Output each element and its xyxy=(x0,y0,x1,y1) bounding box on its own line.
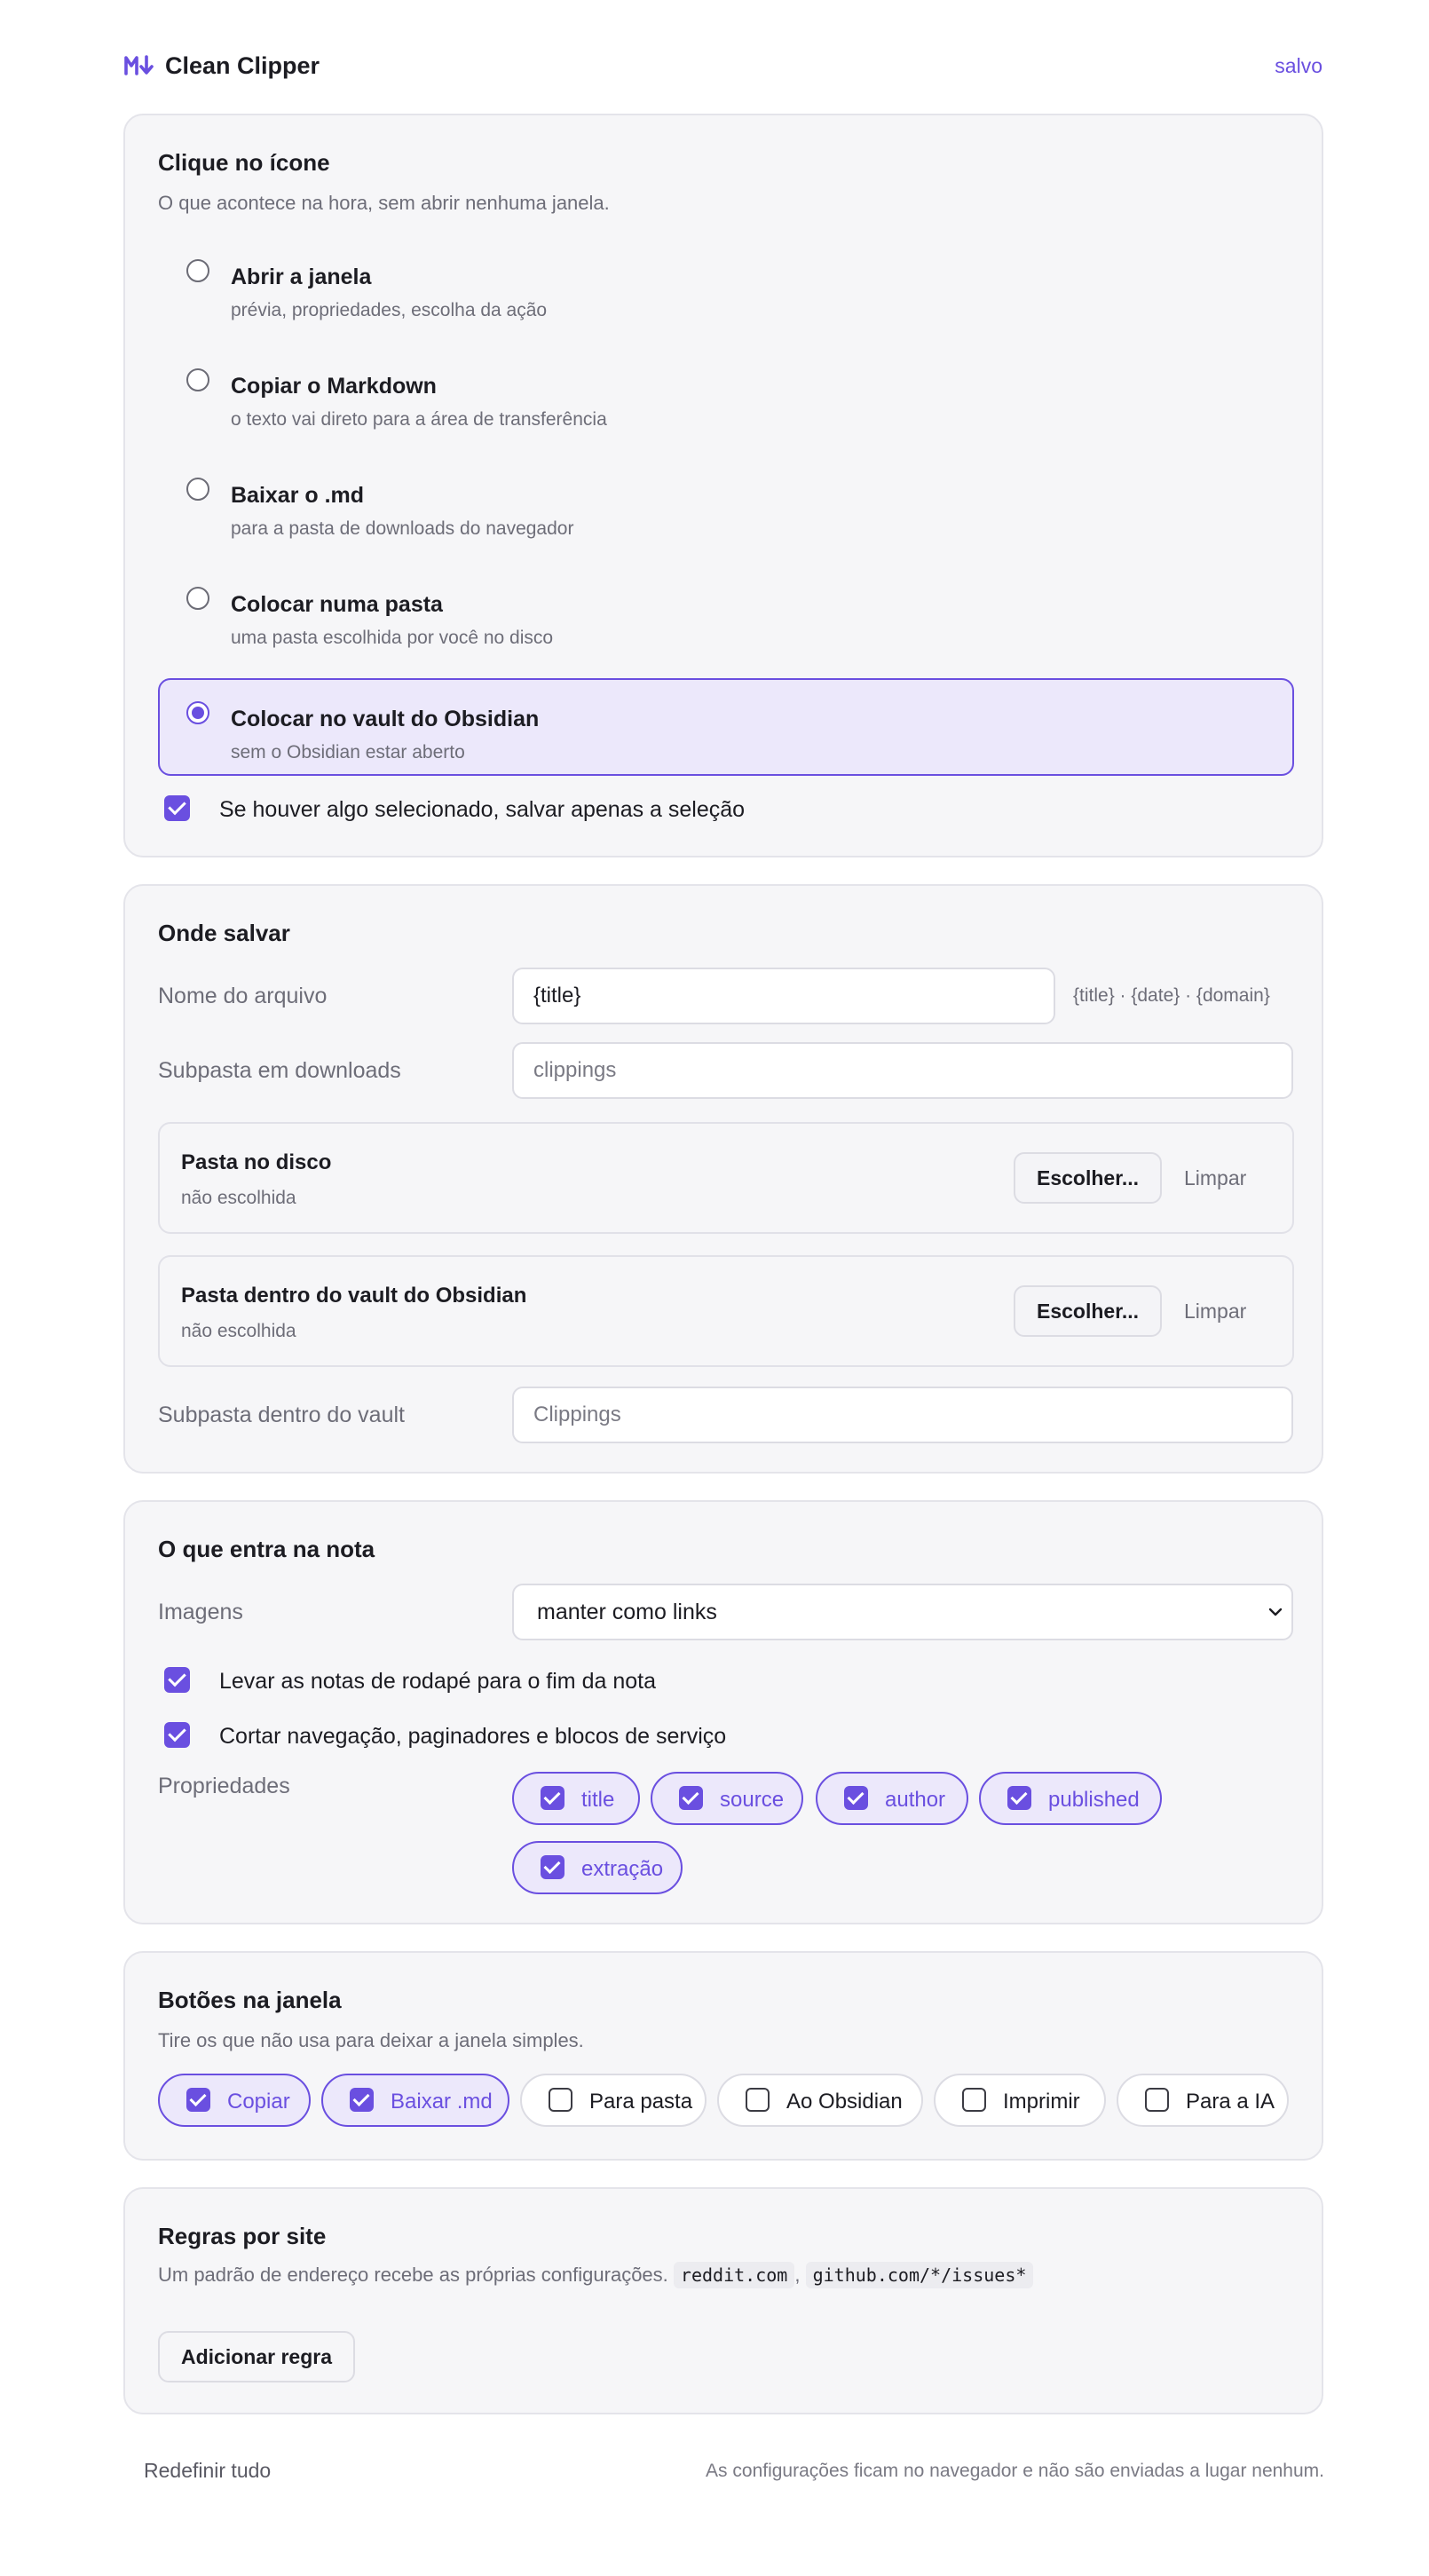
downloads-subfolder-input[interactable] xyxy=(512,1042,1293,1099)
header xyxy=(124,48,1322,83)
property-chip-published[interactable] xyxy=(979,1772,1162,1825)
section-subtitle: O que acontece na hora, sem abrir nenhuma janela. xyxy=(158,192,610,214)
vault-folder-status: não escolhida xyxy=(181,1321,296,1341)
button-chip-imprimir[interactable] xyxy=(934,2074,1106,2127)
button-chip-label: Para pasta xyxy=(589,2090,693,2114)
example-pattern: github.com/*/issues* xyxy=(806,2262,1034,2288)
section-title: Onde salvar xyxy=(158,920,290,946)
strip-nav-checkbox[interactable] xyxy=(164,1722,190,1748)
save-status: salvo xyxy=(1275,53,1322,77)
property-label: author xyxy=(885,1788,946,1812)
button-chip-label: Baixar .md xyxy=(391,2090,493,2114)
button-checkbox[interactable] xyxy=(186,2088,210,2112)
filename-hint: {title} · {date} · {domain} xyxy=(1073,985,1270,1006)
option-label: Copiar o Markdown xyxy=(231,374,437,399)
images-select-value: manter como links xyxy=(537,1600,717,1624)
example-separator: , xyxy=(794,2264,801,2286)
property-checkbox[interactable] xyxy=(541,1786,564,1810)
option-desc: uma pasta escolhida por você no disco xyxy=(231,628,554,648)
vault-folder-choose-button[interactable]: Escolher... xyxy=(1014,1285,1162,1337)
property-chip-author[interactable] xyxy=(816,1772,968,1825)
button-chip-label: Para a IA xyxy=(1186,2090,1275,2114)
property-label: source xyxy=(720,1788,785,1812)
vault-folder-clear-button[interactable]: Limpar xyxy=(1184,1300,1247,1323)
button-chip-baixar-md[interactable] xyxy=(321,2074,509,2127)
filename-input[interactable] xyxy=(512,968,1055,1024)
properties-label: Propriedades xyxy=(158,1774,290,1798)
section-subtitle xyxy=(158,2264,1033,2287)
button-checkbox[interactable] xyxy=(1145,2088,1169,2112)
option-label: Colocar no vault do Obsidian xyxy=(231,707,540,731)
vault-folder-title: Pasta dentro do vault do Obsidian xyxy=(181,1284,527,1308)
click-icon-card xyxy=(123,114,1323,857)
option-put-folder[interactable] xyxy=(158,564,1294,661)
markdown-down-arrow-icon xyxy=(124,54,154,77)
property-checkbox[interactable] xyxy=(679,1786,703,1810)
button-chip-label: Copiar xyxy=(227,2090,290,2114)
button-chip-label: Imprimir xyxy=(1003,2090,1080,2114)
disk-folder-choose-button[interactable]: Escolher... xyxy=(1014,1152,1162,1204)
option-label: Baixar o .md xyxy=(231,483,365,508)
option-open-window[interactable] xyxy=(158,236,1294,334)
property-label: title xyxy=(581,1788,615,1812)
footer-note: As configurações ficam no navegador e não são enviadas a lugar nenhum. xyxy=(706,2461,1324,2481)
property-chip-source[interactable] xyxy=(651,1772,803,1825)
footnotes-checkbox[interactable] xyxy=(164,1667,190,1693)
strip-nav-label: Cortar navegação, paginadores e blocos de serviço xyxy=(219,1724,727,1749)
option-desc: sem o Obsidian estar aberto xyxy=(231,742,465,763)
vault-subfolder-placeholder: Clippings xyxy=(533,1403,621,1426)
option-obsidian-vault[interactable] xyxy=(158,678,1294,776)
reset-all-button[interactable]: Redefinir tudo xyxy=(144,2459,272,2482)
section-subtitle: Tire os que não usa para deixar a janela simples. xyxy=(158,2029,584,2051)
radio-copy-markdown[interactable] xyxy=(186,368,209,391)
disk-folder-clear-button[interactable]: Limpar xyxy=(1184,1166,1247,1189)
chevron-down-icon xyxy=(1268,1605,1283,1619)
button-checkbox[interactable] xyxy=(746,2088,770,2112)
vault-subfolder-input[interactable] xyxy=(512,1387,1293,1443)
downloads-subfolder-placeholder: clippings xyxy=(533,1058,617,1082)
images-label: Imagens xyxy=(158,1600,243,1624)
property-checkbox[interactable] xyxy=(844,1786,868,1810)
button-chip-para-ia[interactable] xyxy=(1117,2074,1289,2127)
filename-value: {title} xyxy=(533,984,581,1007)
option-download-md[interactable] xyxy=(158,454,1294,552)
disk-folder-title: Pasta no disco xyxy=(181,1150,332,1174)
selection-only-checkbox[interactable] xyxy=(164,795,190,821)
note-content-card xyxy=(123,1500,1323,1924)
section-title: O que entra na nota xyxy=(158,1536,375,1562)
property-label: extração xyxy=(581,1857,664,1881)
disk-folder-status: não escolhida xyxy=(181,1188,296,1208)
section-title: Regras por site xyxy=(158,2223,327,2249)
option-label: Abrir a janela xyxy=(231,265,372,289)
property-checkbox[interactable] xyxy=(1007,1786,1031,1810)
button-chip-label: Ao Obsidian xyxy=(786,2090,903,2114)
disk-folder-box xyxy=(158,1122,1294,1234)
filename-label: Nome do arquivo xyxy=(158,984,328,1008)
app-title: Clean Clipper xyxy=(165,51,320,79)
property-chip-extracao[interactable] xyxy=(512,1841,683,1894)
selection-only-label: Se houver algo selecionado, salvar apenas a seleção xyxy=(219,797,746,822)
property-chip-title[interactable] xyxy=(512,1772,640,1825)
radio-put-folder[interactable] xyxy=(186,587,209,610)
example-pattern: reddit.com xyxy=(674,2262,794,2288)
option-label: Colocar numa pasta xyxy=(231,592,443,617)
radio-open-window[interactable] xyxy=(186,259,209,282)
button-checkbox[interactable] xyxy=(962,2088,986,2112)
button-chip-para-pasta[interactable] xyxy=(520,2074,707,2127)
section-title: Clique no ícone xyxy=(158,149,330,176)
section-title: Botões na janela xyxy=(158,1987,342,2013)
button-chip-ao-obsidian[interactable] xyxy=(717,2074,923,2127)
option-desc: para a pasta de downloads do navegador xyxy=(231,518,574,539)
images-select[interactable] xyxy=(512,1584,1293,1640)
vault-folder-box xyxy=(158,1255,1294,1367)
property-label: published xyxy=(1048,1788,1140,1812)
downloads-subfolder-label: Subpasta em downloads xyxy=(158,1058,401,1083)
add-rule-button[interactable]: Adicionar regra xyxy=(158,2331,355,2382)
save-location-card xyxy=(123,884,1323,1474)
footnotes-label: Levar as notas de rodapé para o fim da nota xyxy=(219,1669,656,1694)
button-chip-copiar[interactable] xyxy=(158,2074,311,2127)
vault-subfolder-label: Subpasta dentro do vault xyxy=(158,1403,405,1427)
site-rules-subtitle-text: Um padrão de endereço recebe as próprias configurações. xyxy=(158,2264,668,2286)
button-checkbox[interactable] xyxy=(549,2088,572,2112)
radio-download-md[interactable] xyxy=(186,478,209,501)
radio-obsidian-vault[interactable] xyxy=(186,701,209,724)
property-checkbox[interactable] xyxy=(541,1855,564,1879)
button-checkbox[interactable] xyxy=(350,2088,374,2112)
window-buttons-card xyxy=(123,1951,1323,2161)
option-desc: o texto vai direto para a área de transferência xyxy=(231,409,607,430)
option-copy-markdown[interactable] xyxy=(158,345,1294,443)
brand xyxy=(124,52,320,80)
option-desc: prévia, propriedades, escolha da ação xyxy=(231,300,548,320)
site-rules-card xyxy=(123,2187,1323,2414)
